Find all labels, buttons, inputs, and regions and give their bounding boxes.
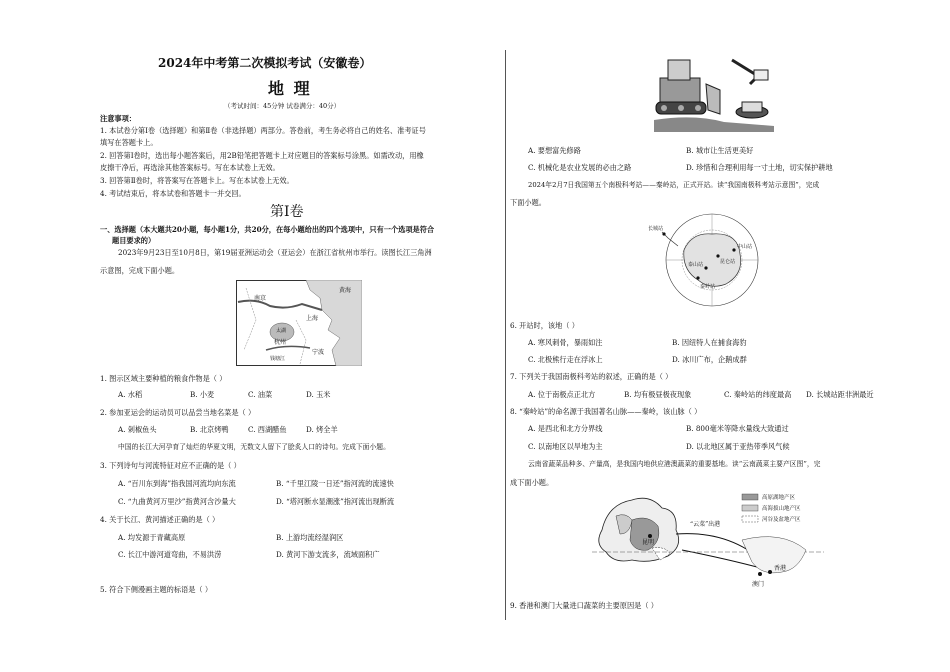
option: A. 水稻 [118, 390, 143, 399]
option: D. 黄河下游支流多，流域面积广 [276, 550, 380, 559]
note-line: 4. 考试结束后，将本试卷和答题卡一并交回。 [100, 189, 246, 198]
exam-info: （考试时间：45分钟 试卷满分：40分） [224, 102, 341, 110]
option: C. 油菜 [248, 390, 273, 399]
option: A. 要想富先修路 [528, 146, 581, 155]
option: B. 城市让生活更美好 [686, 146, 754, 155]
map-label: 昆仑站 [720, 259, 736, 265]
question-7: 7. 下列关于我国南极科考站的叙述，正确的是（ ） [510, 372, 673, 381]
question-1: 1. 图示区域主要种植的粮食作物是（ ） [100, 374, 227, 383]
column-divider [505, 50, 506, 620]
map-label: 中山站 [737, 244, 753, 250]
option: B. 均有极昼极夜现象 [624, 390, 692, 399]
passage-intro: 2024年2月7日我国第五个南极科考站——秦岭站，正式开站。读“我国南极科考站示意图”，完成 [528, 181, 820, 189]
option: D. 烤全羊 [306, 425, 338, 434]
map-label: 黄海 [339, 287, 352, 294]
option: A. 位于南极点正北方 [528, 390, 596, 399]
section-instruction: 一、选择题（本大题共20小题，每小题1分，共20分，在每小题给出的四个选项中，只有一个选项是符合 [100, 225, 435, 234]
notes-heading: 注意事项： [100, 114, 136, 123]
passage-intro: 示意图，完成下面小题。 [100, 266, 180, 275]
section-title: 第Ⅰ卷 [270, 204, 304, 220]
map-label: “云菜”出港 [690, 521, 721, 528]
legend-swatch [742, 505, 758, 511]
legend-label: 高海拔山地产区 [762, 506, 801, 512]
option: B. 因纽特人在捕食海豹 [672, 338, 747, 347]
question-8: 8. “秦岭站”的命名源于我国著名山脉——秦岭，该山脉（ ） [510, 407, 702, 416]
yangtze-delta-map [236, 280, 362, 366]
cartoon-bulldozer [654, 54, 774, 132]
map-label: 昆明 [642, 539, 655, 546]
legend-swatch [742, 494, 758, 500]
option: C. 机械化是农业发展的必由之路 [528, 163, 632, 172]
option: C. 北极熊行走在浮冰上 [528, 355, 603, 364]
option: C. 长江中游河道弯曲，不易洪涝 [118, 550, 222, 559]
option: D. 玉米 [306, 390, 331, 399]
question-2: 2. 参加亚运会的运动员可以品尝当地名菜是（ ） [100, 408, 256, 417]
option: A. “百川东到海”指我国河流均向东流 [118, 479, 236, 488]
yunnan-vegetable-map [592, 490, 824, 594]
option: D. 珍惜和合理利用每一寸土地，切实保护耕地 [686, 163, 833, 172]
note-line: 皮擦干净后，再选涂其他答案标号。写在本试卷上无效。 [100, 163, 280, 172]
option: A. 是西北和北方分界线 [528, 424, 603, 433]
note-line: 3. 回答第Ⅱ卷时，将答案写在答题卡上。写在本试卷上无效。 [100, 176, 294, 185]
exam-title: 2024年中考第二次模拟考试（安徽卷） [158, 56, 372, 70]
option: B. 小麦 [190, 390, 215, 399]
map-label: 澳门 [752, 581, 765, 588]
map-label: 杭州 [274, 339, 287, 346]
option: A. 均发源于青藏高原 [118, 533, 186, 542]
question-5: 5. 符合下侧漫画主题的标语是（ ） [100, 585, 213, 594]
option: B. 上游均流经湿润区 [276, 533, 344, 542]
option: B. 北京烤鸭 [190, 425, 229, 434]
section-instruction: 题目要求的） [112, 236, 156, 245]
legend-swatch [742, 516, 758, 522]
map-label: 泰山站 [688, 262, 704, 268]
map-label: 钱塘江 [270, 356, 286, 362]
option: D. 长城站距非洲最近 [806, 390, 874, 399]
map-label: 秦岭站 [700, 284, 716, 290]
passage-intro: 成下面小题。 [510, 478, 554, 487]
note-line: 1. 本试卷分第Ⅰ卷（选择题）和第Ⅱ卷（非选择题）两部分。答卷前，考生务必将自己的姓名、准考证号 [100, 126, 426, 135]
option: A. 剁椒鱼头 [118, 425, 157, 434]
option: B. 800毫米等降水量线大致通过 [686, 424, 789, 433]
note-line: 2. 回答第Ⅰ卷时，选出每小题答案后，用2B铅笔把答题卡上对应题目的答案标号涂黑。如需改动，用橡 [100, 151, 424, 160]
option: A. 寒风刺骨，暴雨如注 [528, 338, 603, 347]
map-label: 太湖 [276, 328, 287, 334]
note-line: 填写在答题卡上。 [100, 138, 158, 147]
option: C. 以南地区以旱地为主 [528, 442, 603, 451]
antarctica-stations-map [648, 210, 774, 310]
passage-intro: 中国的长江大河孕育了灿烂的华夏文明，无数文人留下了脍炙人口的诗句。完成下面小题。 [118, 443, 390, 451]
question-4: 4. 关于长江、黄河描述正确的是（ ） [100, 515, 220, 524]
map-label: 宁波 [312, 349, 325, 356]
option: C. “九曲黄河万里沙”指黄河含沙量大 [118, 497, 236, 506]
passage-intro: 云南省蔬菜品种多、产量高，是我国内地供应港澳蔬菜的重要基地。读“云南蔬菜主要产区图”，完 [528, 460, 821, 468]
option: D. “塔河断水显潮涨”指河流出现断流 [276, 497, 395, 506]
map-label: 上海 [306, 315, 319, 322]
legend-label: 高原湖地产区 [762, 495, 796, 501]
subject-title: 地 理 [268, 79, 312, 98]
question-6: 6. 开站时，该地（ ） [510, 321, 579, 330]
question-3: 3. 下列诗句与河流特征对应不正确的是（ ） [100, 461, 241, 470]
option: D. 冰川广布，企鹅成群 [672, 355, 747, 364]
question-9: 9. 香港和澳门大量进口蔬菜的主要原因是（ ） [510, 601, 658, 610]
legend-label: 河谷及盆地产区 [762, 517, 801, 523]
map-label: 香港 [774, 565, 787, 572]
option: D. 以北地区属于亚热带季风气候 [686, 442, 790, 451]
option: C. 秦岭站的纬度最高 [724, 390, 792, 399]
map-label: 长城站 [648, 226, 664, 232]
passage-intro: 下面小题。 [510, 198, 546, 207]
option: B. “千里江陵一日还”指河流的流速快 [276, 479, 394, 488]
passage-intro: 2023年9月23日至10月8日，第19届亚洲运动会（亚运会）在浙江省杭州市举行。读图长江三角洲 [118, 248, 432, 257]
map-label: 南京 [254, 295, 267, 302]
option: C. 西湖醋鱼 [248, 425, 287, 434]
